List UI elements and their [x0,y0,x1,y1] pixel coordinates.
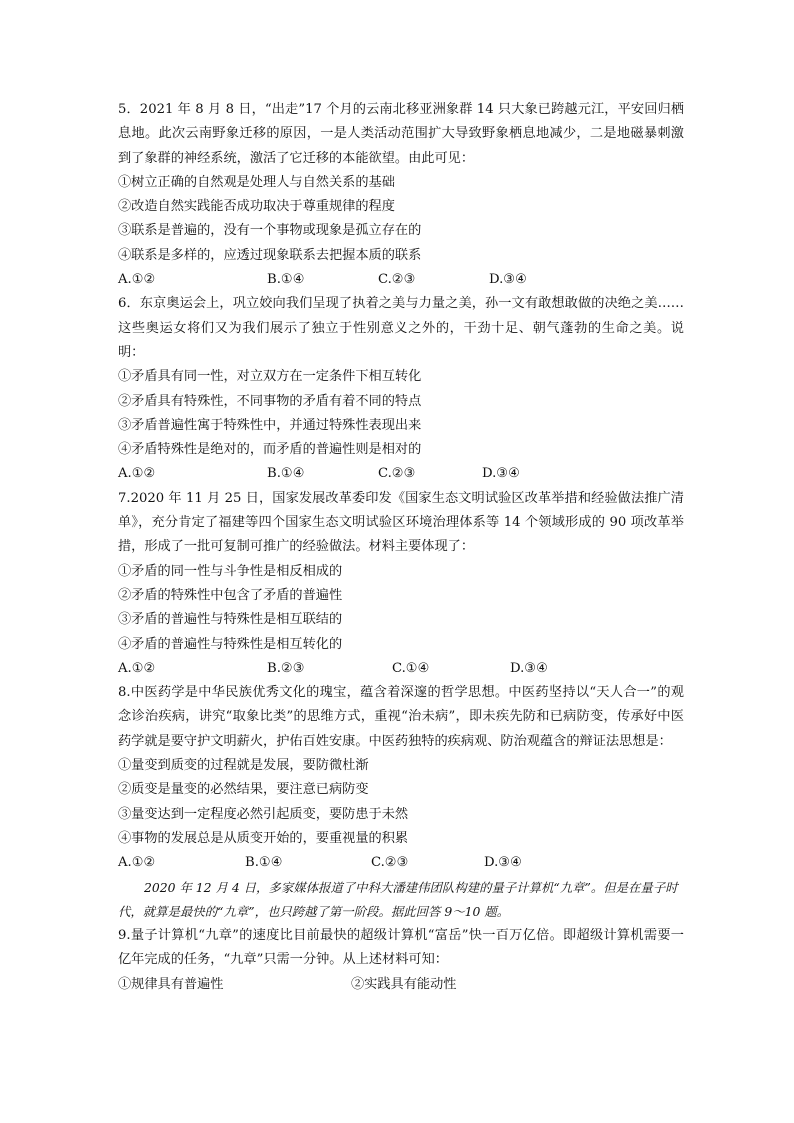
choice-d: D.③④ [489,272,527,288]
question-6-choices [118,462,684,486]
material-intro: 2020 年 12 月 4 日，多家媒体报道了中科大潘建伟团队构建的量子计算机“九章”。但是在量子时代，就算是最快的“九章”，也只跨越了第一阶段。据此回答 9～10 题。 [118,879,678,919]
question-9-option-1: ①规律具有普遍性 [118,976,224,992]
choice-b: B.①④ [245,855,283,871]
question-5-option-2: ②改造自然实践能否成功取决于尊重规律的程度 [118,199,395,215]
question-8-option-2: ②质变是量变的必然结果，要注意已病防变 [118,782,369,798]
choice-d: D.③④ [510,660,548,676]
question-9-stem: 9.量子计算机“九章”的速度比目前最快的超级计算机“富岳”快一百万亿倍。即超级计算机需要一亿年完成的任务，“九章”只需一分钟。从上述材料可知： [118,928,684,968]
question-7-option-4: ④矛盾的普遍性与特殊性是相互转化的 [118,636,343,652]
question-9-option-2: ②实践具有能动性 [351,976,457,992]
exam-page [118,98,684,997]
choice-a: A.①② [118,272,156,288]
question-5-stem: 5．2021 年 8 月 8 日，“出走”17 个月的云南北移亚洲象群 14 只大象已跨越元江，平安回归栖息地。此次云南野象迁移的原因，一是人类活动范围扩大导致野象栖息地减少，二是地磁暴刺激到了象群的神经系统，激活了它迁移的本能欲望。由此可见： [118,102,684,166]
question-6-stem: 6．东京奥运会上，巩立姣向我们呈现了执着之美与力量之美，孙一文有敢想敢做的决绝之美……这些奥运女将们又为我们展示了独立于性别意义之外的，干劲十足、朝气蓬勃的生命之美。说明： [118,296,684,360]
choice-a: A.①② [118,660,156,676]
question-7-option-3: ③矛盾的普遍性与特殊性是相互联结的 [118,612,343,628]
question-7-stem: 7.2020 年 11 月 25 日，国家发展改革委印发《国家生态文明试验区改革举措和经验做法推广清单》，充分肯定了福建等四个国家生态文明试验区环境治理体系等 14 个领域形成的 90 项改革举措，形成了一批可复制可推广的经验做法。材料主要体现了： [118,490,684,555]
question-7-choices [118,657,684,681]
question-5-option-1: ①树立正确的自然观是处理人与自然关系的基础 [118,174,395,190]
question-6-option-1: ①矛盾具有同一性，对立双方在一定条件下相互转化 [118,369,422,385]
question-5-option-4: ④联系是多样的，应透过现象联系去把握本质的联系 [118,247,422,263]
choice-b: B.②③ [267,660,305,676]
choice-d: D.③④ [482,466,520,482]
choice-d: D.③④ [484,855,522,871]
choice-b: B.①④ [267,272,305,288]
choice-c: C.②③ [378,466,416,482]
question-8-option-1: ①量变到质变的过程就是发展，要防微杜渐 [118,758,369,774]
question-8-stem: 8.中医药学是中华民族优秀文化的瑰宝，蕴含着深邃的哲学思想。中医药坚持以“天人合一”的观念诊治疾病，讲究“取象比类”的思维方式，重视“治未病”，即未疾先防和已病防变，传承好中医药学就是要守护文明薪火，护佑百姓安康。中医药独特的疾病观、防治观蕴含的辩证法思想是： [118,685,684,749]
choice-c: C.②③ [371,855,409,871]
question-6-option-3: ③矛盾普遍性寓于特殊性中，并通过特殊性表现出来 [118,417,422,433]
question-6-option-4: ④矛盾特殊性是绝对的，而矛盾的普遍性则是相对的 [118,442,422,458]
question-5-choices [118,268,684,292]
choice-c: C.①④ [392,660,430,676]
question-9-options [118,973,684,997]
choice-a: A.①② [118,855,156,871]
choice-b: B.①④ [267,466,305,482]
question-5-option-3: ③联系是普遍的，没有一个事物或现象是孤立存在的 [118,223,422,239]
question-7-option-1: ①矛盾的同一性与斗争性是相反相成的 [118,563,343,579]
choice-c: C.②③ [378,272,416,288]
question-8-option-3: ③量变达到一定程度必然引起质变，要防患于未然 [118,806,409,822]
question-7-option-2: ②矛盾的特殊性中包含了矛盾的普遍性 [118,587,343,603]
question-6-option-2: ②矛盾具有特殊性，不同事物的矛盾有着不同的特点 [118,393,422,409]
question-8-option-4: ④事物的发展总是从质变开始的，要重视量的积累 [118,830,409,846]
question-8-choices [118,851,684,875]
choice-a: A.①② [118,466,156,482]
